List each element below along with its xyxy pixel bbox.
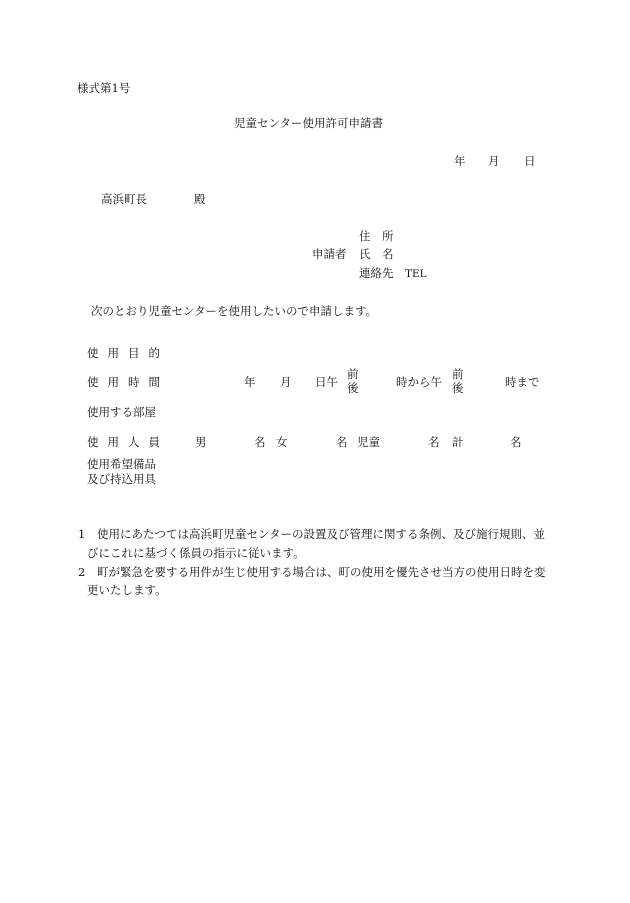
field-people-label: 使用人員 [87, 435, 169, 449]
time-month: 月 [280, 375, 292, 389]
people-unit-total: 名 [510, 435, 522, 449]
am-option-1: 前 [347, 367, 359, 381]
applicant-address-label: 住 所 [359, 229, 394, 243]
time-day-noon: 日午 [315, 375, 338, 389]
note-2-line-2: 更いたします。 [87, 583, 167, 597]
applicant-tel-label: TEL [405, 268, 427, 280]
date-month: 月 [488, 154, 500, 168]
form-title: 児童センター使用許可申請書 [234, 116, 384, 130]
people-unit-child: 名 [428, 435, 440, 449]
date-year: 年 [454, 154, 466, 168]
people-child: 児童 [357, 435, 380, 449]
am-pm-choice-1 [347, 367, 359, 396]
applicant-contact-label: 連絡先 [359, 266, 394, 280]
people-female: 女 [276, 435, 288, 449]
note-2-number: 2 [78, 565, 86, 579]
field-equipment-label-1: 使用希望備品 [87, 457, 156, 471]
note-2-line-1: 町が緊急を要する用件が生じ使用する場合は、町の使用を優先させ当方の使用日時を変 [97, 565, 546, 579]
form-number: 様式第1号 [77, 81, 131, 95]
field-room-label: 使用する部屋 [87, 405, 156, 419]
time-until: 時まで [505, 375, 540, 389]
people-total: 計 [452, 435, 464, 449]
field-purpose-label: 使用目的 [87, 346, 169, 360]
pm-option-2: 後 [452, 381, 464, 396]
pm-option-1: 後 [347, 381, 359, 396]
applicant-label: 申請者 [312, 247, 347, 261]
am-pm-choice-2 [452, 367, 464, 396]
addressee-honorific: 殿 [194, 192, 206, 206]
time-year: 年 [244, 375, 256, 389]
am-option-2: 前 [452, 367, 464, 381]
field-time-label: 使用時間 [87, 375, 169, 389]
intro-text: 次のとおり児童センターを使用したいので申請します。 [91, 304, 378, 318]
people-male: 男 [195, 435, 207, 449]
people-unit-male: 名 [254, 435, 266, 449]
people-unit-female: 名 [336, 435, 348, 449]
addressee-name: 高浜町長 [101, 192, 147, 206]
time-from-noon: 時から午 [396, 375, 442, 389]
field-equipment-label-2: 及び持込用具 [87, 472, 156, 486]
date-day: 日 [524, 154, 536, 168]
note-1-line-2: びにこれに基づく係員の指示に従います。 [87, 546, 305, 560]
note-1-line-1: 使用にあたつては高浜町児童センターの設置及び管理に関する条例、及び施行規則、並 [97, 527, 546, 541]
note-1-number: 1 [78, 527, 86, 541]
applicant-name-label: 氏 名 [359, 247, 394, 261]
